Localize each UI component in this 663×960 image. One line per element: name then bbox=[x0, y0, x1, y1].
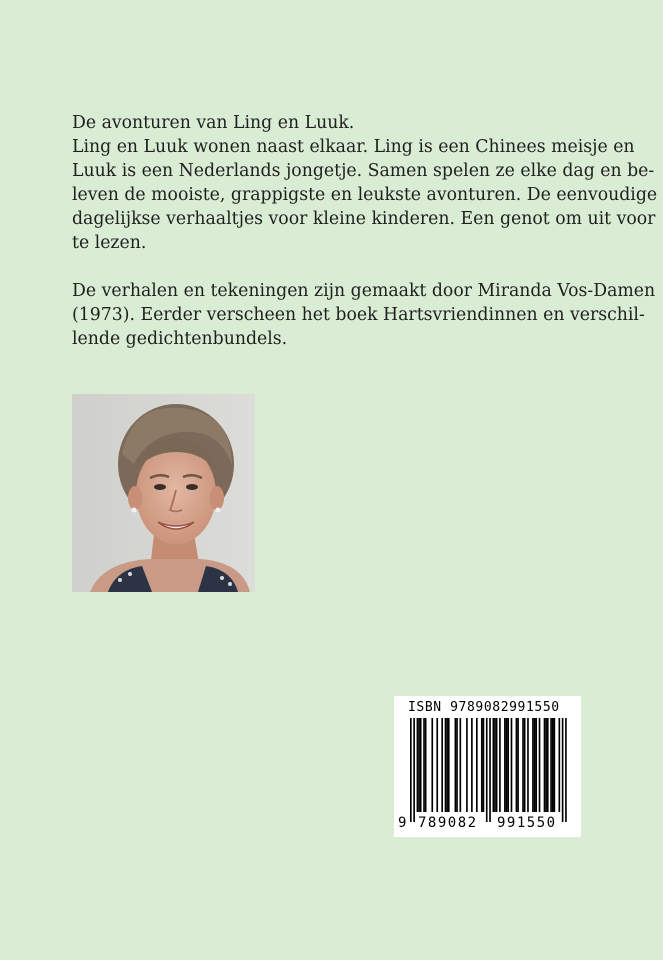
barcode-bar bbox=[524, 718, 526, 812]
isbn-barcode bbox=[394, 696, 581, 837]
barcode-bar bbox=[418, 718, 420, 812]
barcode-bar bbox=[552, 718, 554, 812]
barcode-bar bbox=[504, 718, 506, 812]
barcode-bar bbox=[527, 718, 529, 812]
barcode-bar bbox=[417, 718, 419, 812]
barcode-bar bbox=[489, 718, 491, 822]
barcode-bar bbox=[507, 718, 509, 812]
barcode-bar bbox=[562, 718, 564, 822]
barcode-digit-lead: 9 bbox=[398, 815, 407, 831]
blurb-line: Luuk is een Nederlands jongetje. Samen spelen ze elke dag en be- bbox=[72, 161, 655, 181]
barcode-bar bbox=[493, 718, 495, 812]
barcode-bar bbox=[446, 718, 448, 812]
barcode-bar bbox=[483, 718, 485, 812]
barcode-bar bbox=[455, 718, 457, 812]
author-bio-line: (1973). Eerder verscheen het boek Hartsvriendinnen en verschil- bbox=[72, 305, 645, 325]
barcode-bar bbox=[550, 718, 552, 812]
barcode-bar bbox=[565, 718, 567, 822]
blurb-line: dagelijkse verhaaltjes voor kleine kinderen. Een genot om uit voor bbox=[72, 209, 656, 229]
author-photo bbox=[72, 394, 255, 592]
barcode-bar bbox=[545, 718, 547, 812]
barcode-bar bbox=[436, 718, 438, 812]
barcode-bar bbox=[559, 718, 561, 812]
barcode-bar bbox=[494, 718, 496, 812]
barcode-bar bbox=[544, 718, 546, 812]
barcode-bar bbox=[413, 718, 415, 822]
isbn-label: ISBN 9789082991550 bbox=[408, 700, 560, 715]
author-portrait-icon bbox=[72, 394, 255, 592]
blurb-line: leven de mooiste, grappigste en leukste avonturen. De eenvoudige bbox=[72, 185, 658, 205]
barcode-bar bbox=[534, 718, 536, 812]
barcode-bar bbox=[532, 718, 534, 812]
barcode-bar bbox=[448, 718, 450, 812]
author-bio-line: lende gedichtenbundels. bbox=[72, 329, 288, 349]
barcode-bar bbox=[511, 718, 513, 812]
barcode-bar bbox=[445, 718, 447, 812]
barcode-bar bbox=[539, 718, 541, 812]
barcode-digits-right: 991550 bbox=[497, 815, 557, 831]
barcode-bar bbox=[466, 718, 468, 812]
barcode-bar bbox=[481, 718, 483, 812]
barcode-bar bbox=[410, 718, 412, 822]
barcode-bar bbox=[535, 718, 537, 812]
barcode-bar bbox=[423, 718, 425, 812]
barcode-bar bbox=[471, 718, 473, 812]
back-cover-blurb bbox=[72, 111, 658, 255]
barcode-bar bbox=[522, 718, 524, 812]
blurb-line: Ling en Luuk wonen naast elkaar. Ling is een Chinees meisje en bbox=[72, 137, 635, 157]
barcode-bar bbox=[506, 718, 508, 812]
barcode-bar bbox=[456, 718, 458, 812]
barcode-digits-left: 789082 bbox=[418, 815, 478, 831]
author-bio-line: De verhalen en tekeningen zijn gemaakt door Miranda Vos-Damen bbox=[72, 281, 656, 301]
barcode-bar bbox=[496, 718, 498, 812]
barcode-bar bbox=[547, 718, 549, 812]
barcode-bar bbox=[517, 718, 519, 812]
blurb-line: te lezen. bbox=[72, 233, 147, 253]
blurb-line: De avonturen van Ling en Luuk. bbox=[72, 113, 355, 133]
barcode-bar bbox=[425, 718, 427, 812]
barcode-bar bbox=[460, 718, 462, 812]
barcode-bar bbox=[486, 718, 488, 822]
barcode-bar bbox=[420, 718, 422, 812]
barcode-bar bbox=[431, 718, 433, 812]
barcode-bar bbox=[476, 718, 478, 812]
barcode-bar bbox=[554, 718, 556, 812]
author-bio bbox=[72, 279, 656, 351]
barcode-bar bbox=[516, 718, 518, 812]
barcode-bar bbox=[441, 718, 443, 812]
barcode-bar bbox=[499, 718, 501, 812]
